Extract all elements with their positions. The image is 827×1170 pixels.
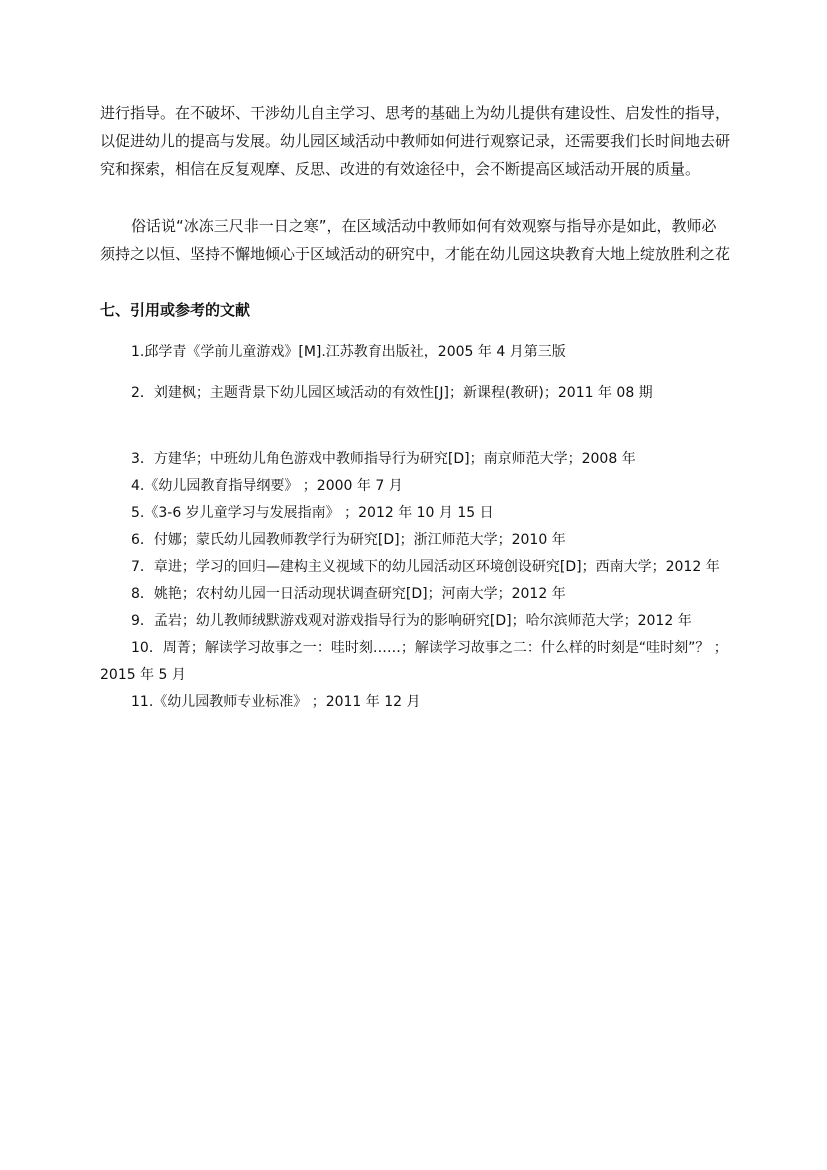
reference-item: 6．付娜；蒙氏幼儿园教师教学行为研究[D]；浙江师范大学；2010 年 [131,532,566,548]
reference-item: 10．周菁；解读学习故事之一：哇时刻……；解读学习故事之二：什么样的时刻是“哇时刻”？ ；2015 年 5 月 [100,640,728,683]
reference-item: 9．孟岩；幼儿教师绒默游戏观对游戏指导行为的影响研究[D]；哈尔滨师范大学；2012 年 [131,613,692,629]
reference-item: 2．刘建枫；主题背景下幼儿园区域活动的有效性[J]；新课程(教研)；2011 年 08 期 [131,385,653,401]
body-paragraph: 俗话说“冰冻三尺非一日之寒”，在区域活动中教师如何有效观察与指导亦是如此，教师必须持之以恒、坚持不懈地倾心于区域活动的研究中，才能在幼儿园这块教育大地上绽放胜利之花 [100,217,731,263]
reference-list [100,339,732,407]
reference-item: 7．章进；学习的回归—建构主义视域下的幼儿园活动区环境创设研究[D]；西南大学；2012 年 [131,559,720,575]
reference-item: 5.《3-6 岁儿童学习与发展指南》 ；2012 年 10 月 15 日 [131,505,494,521]
reference-list [100,446,732,716]
reference-item: 8．姚艳；农村幼儿园一日活动现状调查研究[D]；河南大学；2012 年 [131,586,566,602]
body-paragraph: 进行指导。在不破坏、干涉幼儿自主学习、思考的基础上为幼儿提供有建设性、启发性的指导，以促进幼儿的提高与发展。幼儿园区域活动中教师如何进行观察记录，还需要我们长时间地去研究和探索，相信在反复观摩、反思、改进的有效途径中，会不断提高区域活动开展的质量。 [100,104,731,178]
section-heading: 七、引用或参考的文献 [100,301,251,319]
reference-item: 1.邱学青《学前儿童游戏》[M].江苏教育出版社，2005 年 4 月第三版 [131,344,566,360]
reference-item: 4.《幼儿园教育指导纲要》 ；2000 年 7 月 [131,478,403,494]
reference-item: 11.《幼儿园教师专业标准》 ；2011 年 12 月 [131,694,421,710]
reference-item: 3．方建华；中班幼儿角色游戏中教师指导行为研究[D]；南京师范大学；2008 年 [131,451,636,467]
